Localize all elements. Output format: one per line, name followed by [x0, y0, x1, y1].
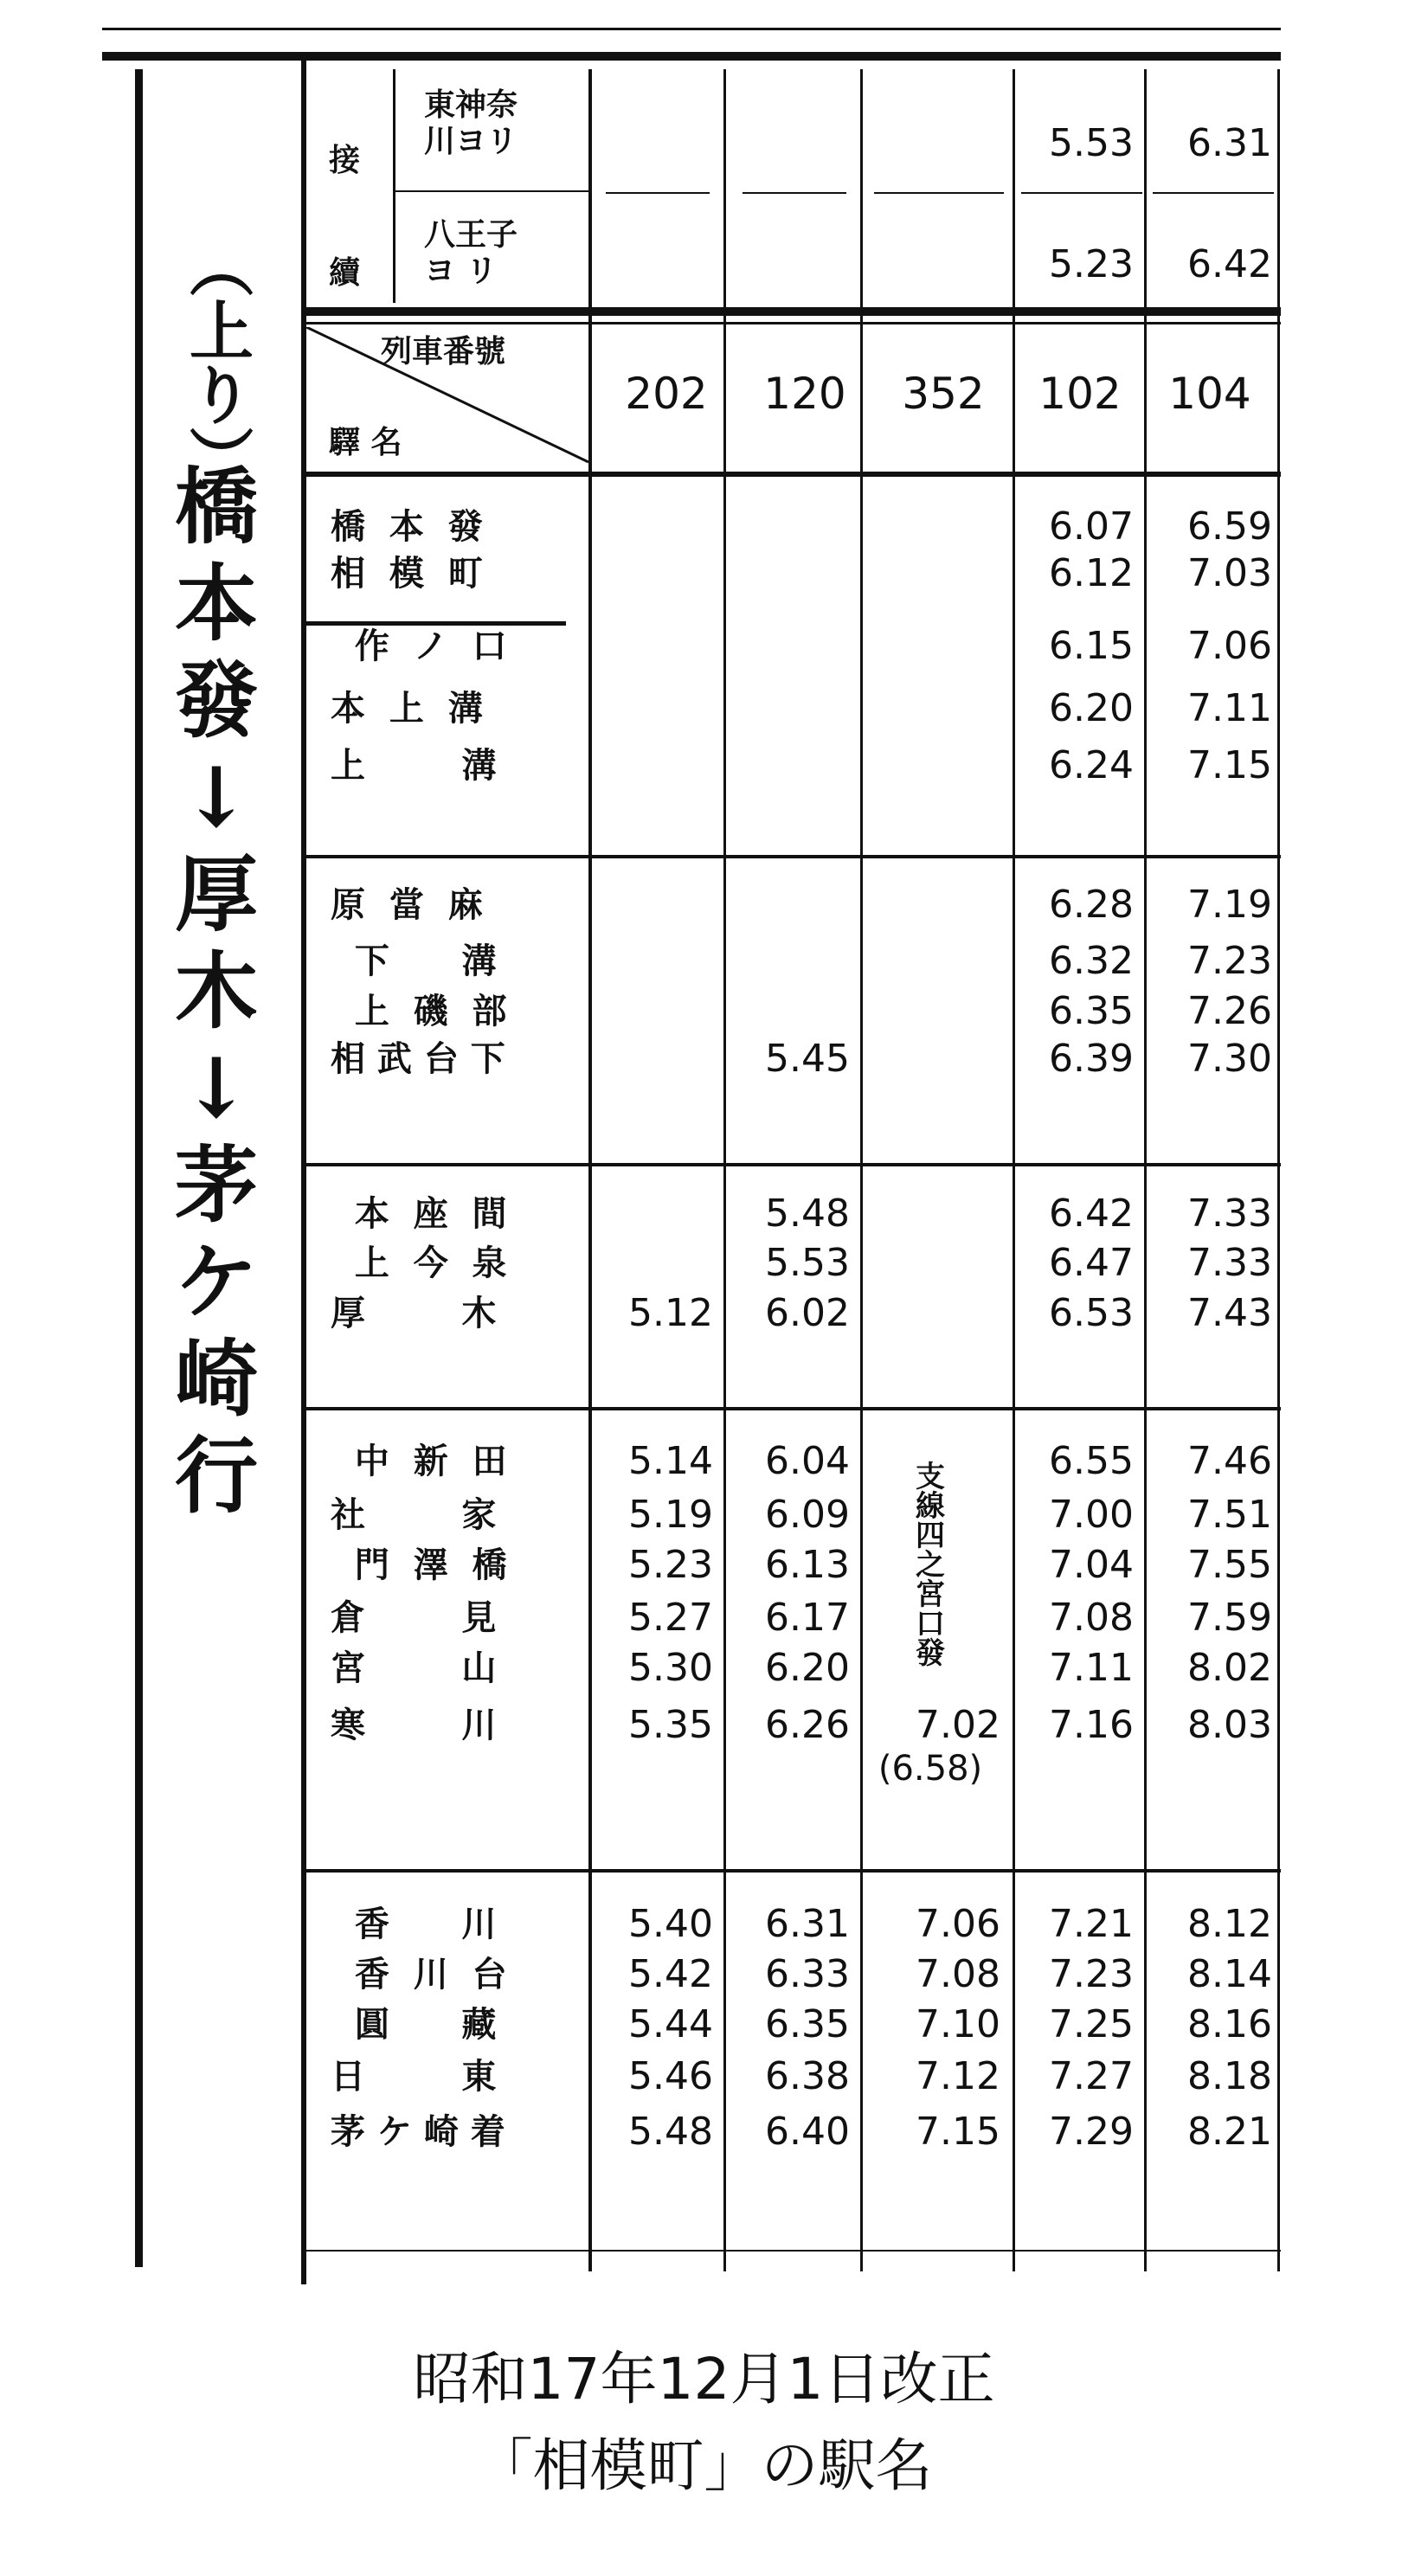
- train-number-104: 104: [1168, 369, 1251, 419]
- departure-time: 7.16: [1049, 1703, 1134, 1747]
- station-name: 上 溝: [331, 745, 497, 786]
- col-divider-1: [723, 69, 726, 2271]
- departure-time: 5.14: [628, 1439, 713, 1483]
- departure-time: 7.33: [1187, 1192, 1272, 1236]
- departure-time: [601, 506, 713, 548]
- section-rule: [303, 855, 1281, 858]
- departure-time: [601, 1038, 713, 1080]
- title-char: 橋: [175, 458, 258, 556]
- departure-time: 6.59: [1187, 504, 1272, 549]
- departure-time: [601, 991, 713, 1032]
- connection-dash: [1021, 192, 1142, 194]
- departure-time: [871, 941, 1000, 982]
- train-number-label: 列車番號: [381, 333, 506, 369]
- station-name: 日 東: [331, 2056, 497, 2097]
- departure-time: [871, 553, 1000, 594]
- branch-line-note: 支 線 四 之 宮 口 發: [916, 1460, 945, 1671]
- col-divider-2: [860, 69, 863, 2271]
- departure-time: [871, 688, 1000, 729]
- departure-time: 7.59: [1187, 1596, 1272, 1640]
- connection-dash: [743, 192, 846, 194]
- departure-time: 7.25: [1049, 2002, 1134, 2046]
- departure-time: 7.06: [916, 1902, 1000, 1946]
- header-rule-bottom: [303, 472, 1281, 477]
- departure-time: 7.30: [1187, 1037, 1272, 1081]
- departure-time: 7.43: [1187, 1291, 1272, 1335]
- table-bottom-rule: [303, 2250, 1281, 2252]
- departure-time: [871, 1193, 1000, 1235]
- direction-title: [164, 234, 268, 1525]
- departure-time: 6.33: [765, 1952, 850, 1996]
- departure-time: 7.33: [1187, 1241, 1272, 1285]
- station-name: 門 澤 橋: [331, 1545, 507, 1585]
- departure-time: 8.14: [1187, 1952, 1272, 1996]
- connection-row-rule: [395, 190, 589, 192]
- departure-time: 6.32: [1049, 939, 1134, 983]
- departure-time: 5.42: [628, 1952, 713, 1996]
- departure-time: [737, 626, 850, 667]
- departure-time: 6.35: [765, 2002, 850, 2046]
- departure-time: 8.21: [1187, 2110, 1272, 2154]
- station-name: 相 武 台 下: [331, 1038, 505, 1079]
- departure-time: [871, 506, 1000, 548]
- departure-time: 7.04: [1049, 1543, 1134, 1587]
- departure-time: [601, 626, 713, 667]
- title-up: （上り）: [179, 234, 254, 490]
- departure-time: 6.15: [1049, 624, 1134, 668]
- departure-time: 7.46: [1187, 1439, 1272, 1483]
- train-number-202: 202: [625, 369, 708, 419]
- departure-time: 7.02: [916, 1703, 1000, 1747]
- station-name: 寒 川: [331, 1705, 497, 1745]
- train-number-120: 120: [763, 369, 846, 419]
- connection-dash: [606, 192, 710, 194]
- departure-time: 6.13: [765, 1543, 850, 1587]
- departure-time: 8.18: [1187, 2054, 1272, 2098]
- col-divider-station: [588, 69, 592, 2271]
- departure-time: 7.00: [1049, 1493, 1134, 1537]
- departure-time: 7.10: [916, 2002, 1000, 2046]
- departure-time: [737, 991, 850, 1032]
- departure-time: 6.47: [1049, 1241, 1134, 1285]
- departure-time: [601, 1193, 713, 1235]
- station-name: 上 磯 部: [331, 991, 507, 1031]
- title-char: 本: [175, 555, 258, 652]
- section-rule: [303, 1869, 1281, 1873]
- table-right-border: [1277, 69, 1280, 2271]
- departure-time: 6.09: [765, 1493, 850, 1537]
- station-name: 本 上 溝: [331, 688, 483, 729]
- departure-time: 6.39: [1049, 1037, 1134, 1081]
- title-char: 茅: [175, 1136, 258, 1234]
- branch-line-time: (6.58): [878, 1749, 983, 1789]
- departure-time: 5.40: [628, 1902, 713, 1946]
- station-name: 作 ノ 口: [331, 626, 507, 666]
- departure-time: 7.51: [1187, 1493, 1272, 1537]
- title-char: 崎: [175, 1330, 258, 1428]
- departure-time: 7.11: [1049, 1646, 1134, 1690]
- departure-time: [871, 991, 1000, 1032]
- departure-time: 5.48: [765, 1192, 850, 1236]
- station-name: 相 模 町: [331, 553, 483, 594]
- departure-time: 5.27: [628, 1596, 713, 1640]
- departure-time: 6.20: [1049, 686, 1134, 730]
- station-name-label: 驛 名: [329, 424, 402, 460]
- title-char: 行: [175, 1427, 258, 1525]
- station-name: 社 家: [331, 1494, 497, 1535]
- departure-time: [871, 745, 1000, 787]
- departure-time: 7.26: [1187, 989, 1272, 1033]
- header-diagonal: [306, 327, 594, 466]
- departure-time: 6.02: [765, 1291, 850, 1335]
- connection-label: 接 續: [329, 142, 361, 291]
- departure-time: 7.08: [916, 1952, 1000, 1996]
- departure-time: 7.29: [1049, 2110, 1134, 2154]
- station-name: 香 川: [331, 1904, 497, 1944]
- title-char: 木: [175, 942, 258, 1040]
- departure-time: 7.27: [1049, 2054, 1134, 2098]
- connection-time: 5.53: [1049, 121, 1134, 165]
- station-name: 茅 ケ 崎 着: [331, 2111, 505, 2152]
- departure-time: 5.45: [765, 1037, 850, 1081]
- connection-time: 6.31: [1187, 121, 1272, 165]
- departure-time: 7.23: [1187, 939, 1272, 983]
- departure-time: 6.20: [765, 1646, 850, 1690]
- departure-time: 6.42: [1049, 1192, 1134, 1236]
- train-number-102: 102: [1038, 369, 1122, 419]
- departure-time: [871, 1243, 1000, 1284]
- departure-time: 6.40: [765, 2110, 850, 2154]
- departure-time: 5.44: [628, 2002, 713, 2046]
- station-name: 圓 藏: [331, 2004, 497, 2045]
- header-rule-top-thin: [303, 322, 1281, 324]
- station-name: 下 溝: [331, 941, 497, 981]
- outer-left-border: [135, 69, 143, 2267]
- departure-time: [737, 941, 850, 982]
- departure-time: 7.15: [1187, 743, 1272, 787]
- departure-time: 8.03: [1187, 1703, 1272, 1747]
- departure-time: [737, 745, 850, 787]
- departure-time: 6.35: [1049, 989, 1134, 1033]
- departure-time: 7.11: [1187, 686, 1272, 730]
- departure-time: [737, 553, 850, 594]
- connection-dash: [874, 192, 1004, 194]
- departure-time: 6.28: [1049, 883, 1134, 927]
- departure-time: [737, 884, 850, 926]
- title-arrow: ↓: [181, 1039, 252, 1137]
- departure-time: [601, 688, 713, 729]
- departure-time: 7.55: [1187, 1543, 1272, 1587]
- station-name: 倉 見: [331, 1597, 497, 1638]
- departure-time: 7.03: [1187, 551, 1272, 595]
- departure-time: [871, 626, 1000, 667]
- departure-time: 6.26: [765, 1703, 850, 1747]
- section-rule: [303, 1407, 1281, 1410]
- departure-time: 6.31: [765, 1902, 850, 1946]
- departure-time: 5.46: [628, 2054, 713, 2098]
- departure-time: 7.19: [1187, 883, 1272, 927]
- departure-time: [871, 884, 1000, 926]
- departure-time: 6.24: [1049, 743, 1134, 787]
- departure-time: 6.04: [765, 1439, 850, 1483]
- top-rule-thin: [102, 28, 1281, 30]
- col-divider-3: [1013, 69, 1015, 2271]
- departure-time: [871, 1038, 1000, 1080]
- connection-from-2: 八王子 ヨ リ: [424, 216, 518, 289]
- station-name: 橋 本 發: [331, 506, 483, 547]
- departure-time: 6.55: [1049, 1439, 1134, 1483]
- departure-time: 5.30: [628, 1646, 713, 1690]
- connection-time: 6.42: [1187, 242, 1272, 286]
- departure-time: 7.06: [1187, 624, 1272, 668]
- caption-station-name: 「相模町」の駅名: [475, 2432, 933, 2499]
- departure-time: [737, 688, 850, 729]
- departure-time: 7.15: [916, 2110, 1000, 2154]
- station-name: 中 新 田: [331, 1441, 507, 1481]
- departure-time: [601, 745, 713, 787]
- title-char: 發: [175, 652, 258, 749]
- departure-time: [601, 553, 713, 594]
- departure-time: 5.35: [628, 1703, 713, 1747]
- departure-time: [601, 1243, 713, 1284]
- title-arrow: ↓: [181, 748, 252, 846]
- connection-divider: [393, 69, 395, 303]
- departure-time: 8.02: [1187, 1646, 1272, 1690]
- departure-time: 6.07: [1049, 504, 1134, 549]
- top-rule-thick: [102, 52, 1281, 61]
- departure-time: 8.12: [1187, 1902, 1272, 1946]
- station-name: 本 座 間: [331, 1193, 507, 1234]
- departure-time: 7.12: [916, 2054, 1000, 2098]
- departure-time: 5.12: [628, 1291, 713, 1335]
- station-name: 原 當 麻: [331, 884, 483, 925]
- title-char: 厚: [175, 845, 258, 943]
- connection-time: 5.23: [1049, 242, 1134, 286]
- title-char: ケ: [175, 1233, 258, 1331]
- departure-time: 5.48: [628, 2110, 713, 2154]
- station-name: 厚 木: [331, 1293, 497, 1333]
- station-name: 香 川 台: [331, 1954, 507, 1995]
- departure-time: 5.23: [628, 1543, 713, 1587]
- departure-time: 5.53: [765, 1241, 850, 1285]
- connection-from-1: 東神奈 川ヨリ: [424, 87, 518, 159]
- departure-time: 6.12: [1049, 551, 1134, 595]
- departure-time: 6.53: [1049, 1291, 1134, 1335]
- departure-time: 7.23: [1049, 1952, 1134, 1996]
- col-divider-4: [1144, 69, 1147, 2271]
- header-rule-top: [303, 307, 1281, 316]
- departure-time: 6.17: [765, 1596, 850, 1640]
- departure-time: 6.38: [765, 2054, 850, 2098]
- train-number-352: 352: [902, 369, 985, 419]
- departure-time: 7.21: [1049, 1902, 1134, 1946]
- caption-date: 昭和17年12月1日改正: [413, 2346, 995, 2412]
- station-name: 宮 山: [331, 1648, 497, 1688]
- connection-dash: [1153, 192, 1274, 194]
- section-rule: [303, 1163, 1281, 1166]
- departure-time: [871, 1293, 1000, 1334]
- departure-time: [601, 941, 713, 982]
- departure-time: [737, 506, 850, 548]
- departure-time: 7.08: [1049, 1596, 1134, 1640]
- departure-time: 5.19: [628, 1493, 713, 1537]
- station-name: 上 今 泉: [331, 1243, 507, 1283]
- departure-time: 8.16: [1187, 2002, 1272, 2046]
- departure-time: [601, 884, 713, 926]
